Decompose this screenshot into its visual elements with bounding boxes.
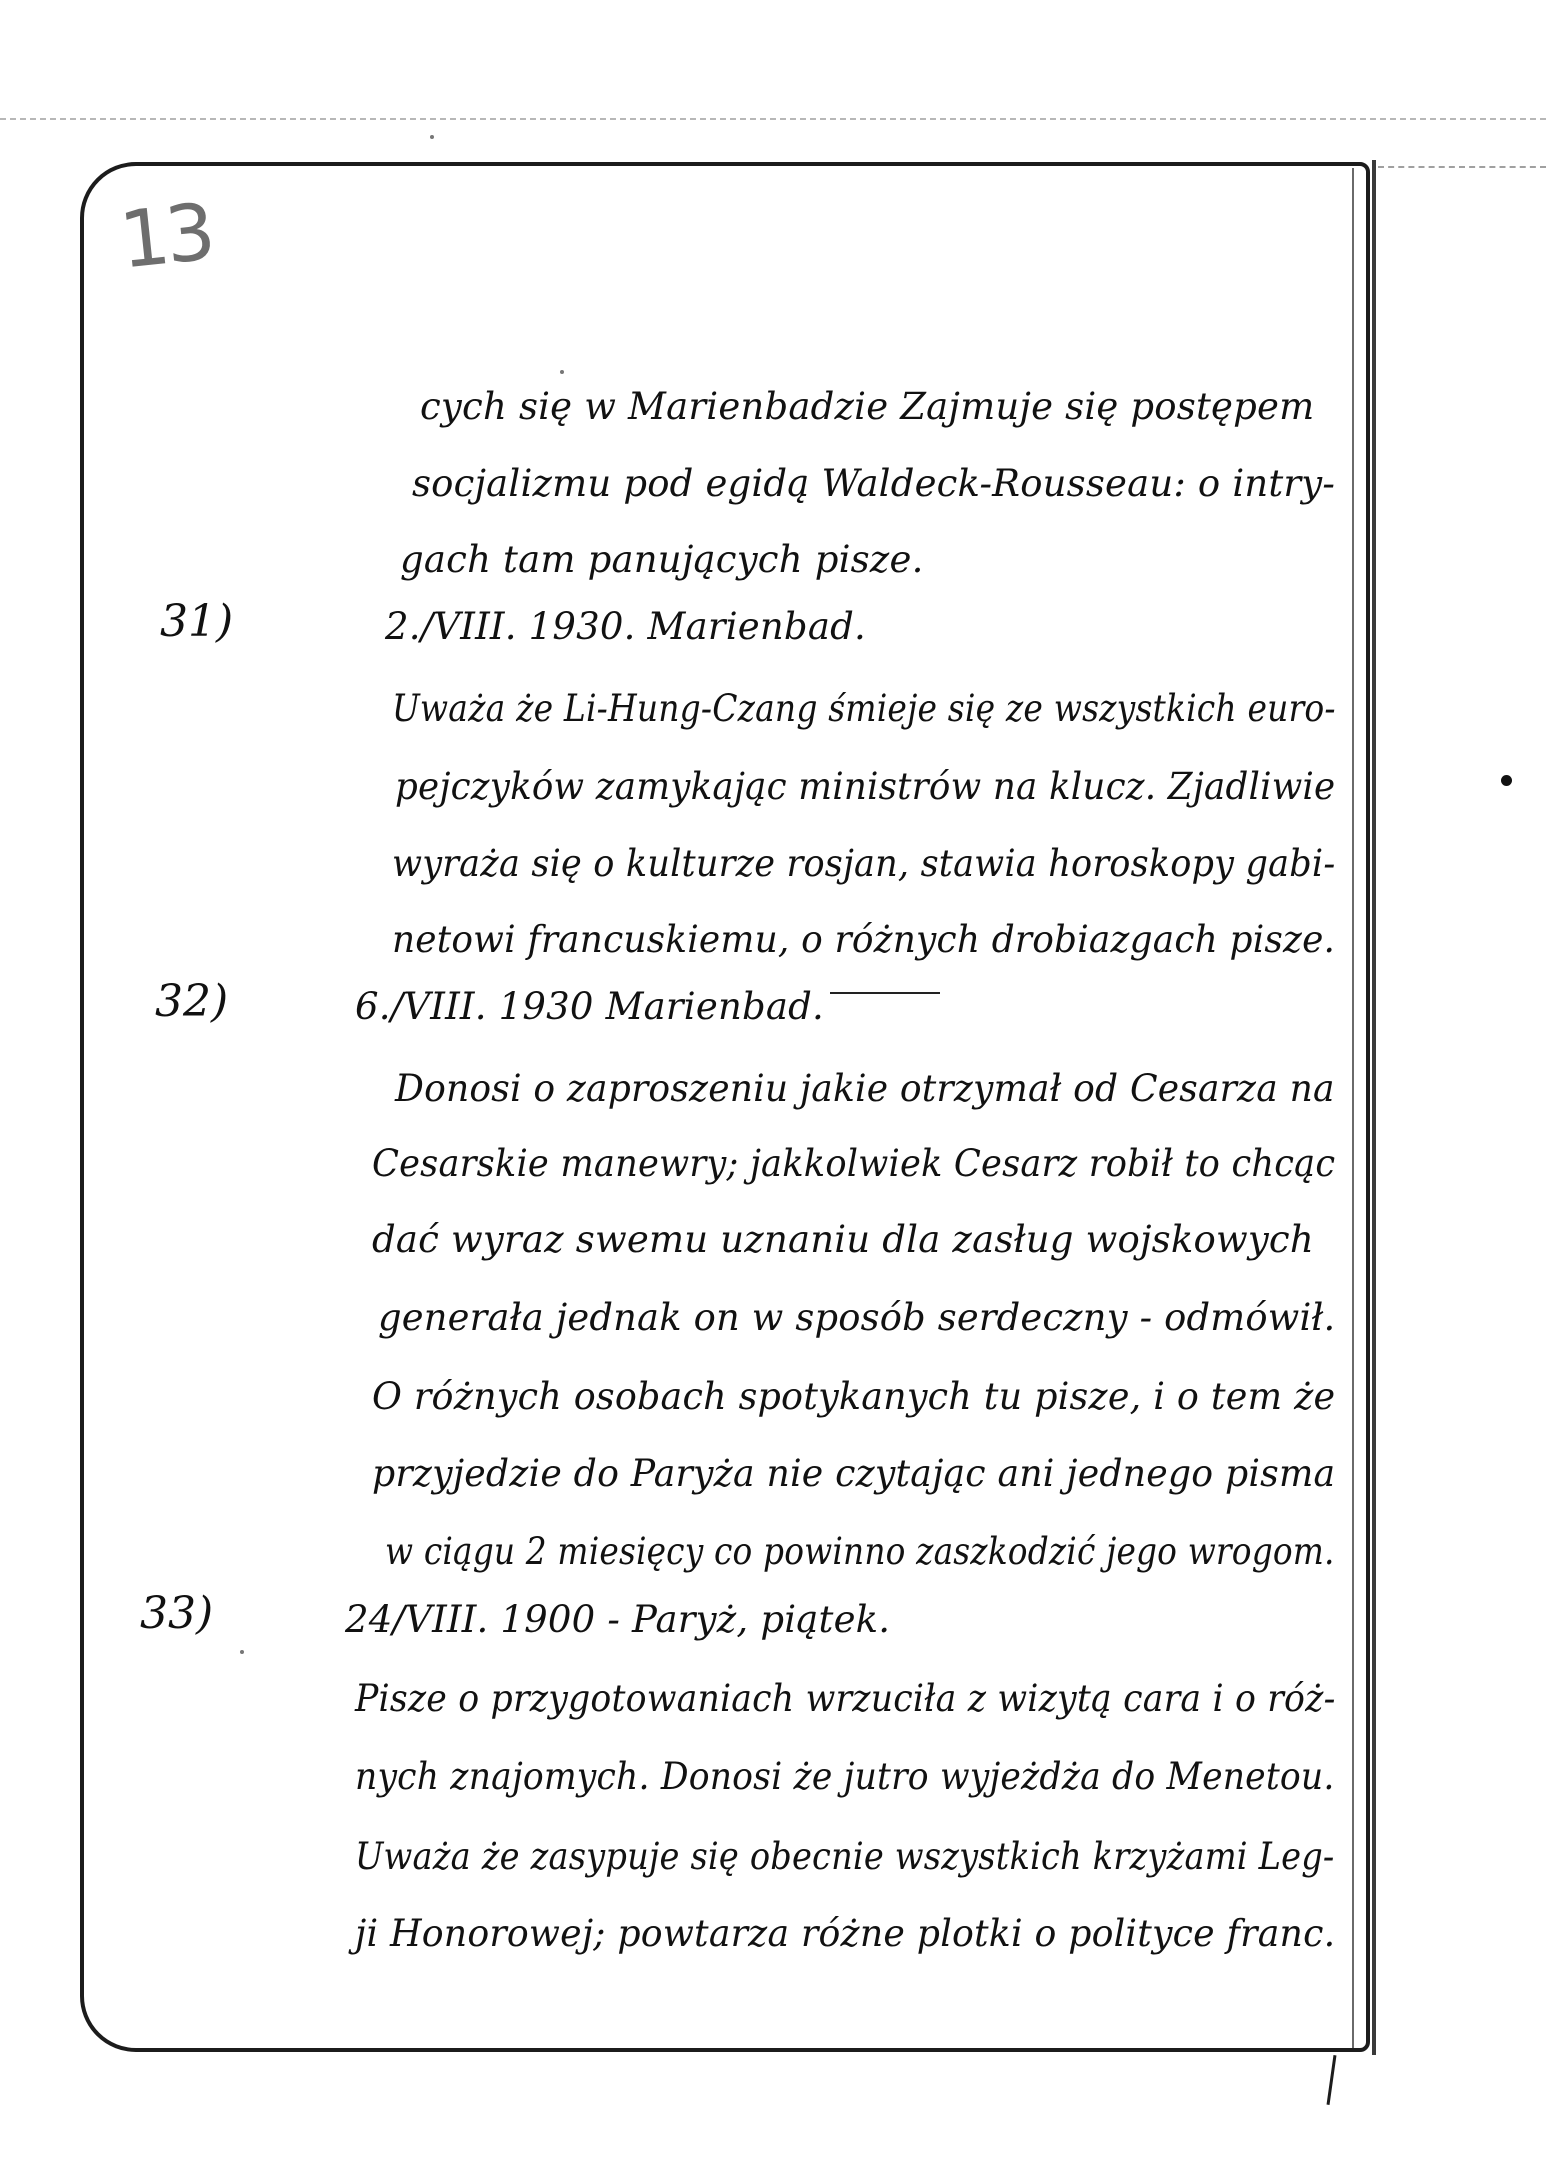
text-line: socjalizmu pod egidą Waldeck-Rousseau: o intry- [412, 462, 1336, 505]
scan-speck [430, 135, 434, 139]
entry-heading: 2./VIII. 1930. Marienbad. [385, 605, 866, 648]
entry-number-33: 33) [140, 1588, 214, 1639]
text-line: dać wyraz swemu uznaniu dla zasług wojskowych [372, 1218, 1314, 1261]
scan-speck [560, 370, 564, 374]
text-line: gach tam panujących pisze. [400, 538, 924, 581]
text-line: O różnych osobach spotykanych tu pisze, i o tem że [372, 1375, 1336, 1418]
scan-top-rule [0, 118, 1546, 120]
text-line: przyjedzie do Paryża nie czytając ani jednego pisma [372, 1452, 1336, 1495]
text-line: nych znajomych. Donosi że jutro wyjeżdża do Menetou. [355, 1755, 1335, 1798]
text-line: Pisze o przygotowaniach wrzuciła z wizytą cara i o róż- [355, 1677, 1336, 1720]
entry-heading: 24/VIII. 1900 - Paryż, piątek. [345, 1598, 891, 1641]
text-line: Uważa że Li-Hung-Czang śmieje się ze wszystkich euro- [392, 687, 1336, 730]
text-line: ji Honorowej; powtarza różne plotki o polityce franc. [355, 1912, 1336, 1955]
notebook-spine [1372, 160, 1376, 2055]
text-line: Cesarskie manewry; jakkolwiek Cesarz robił to chcąc [372, 1142, 1336, 1185]
page-number: 13 [115, 187, 216, 287]
entry-number-31: 31) [160, 596, 234, 647]
page-inner-edge [1352, 168, 1354, 2048]
margin-ink-dot [1501, 775, 1512, 786]
scan-speck [240, 1650, 244, 1654]
scan-right-edge [1378, 166, 1546, 168]
entry-heading: 6./VIII. 1930 Marienbad. [355, 985, 824, 1028]
text-line: w ciągu 2 miesięcy co powinno zaszkodzić jego wrogom. [385, 1530, 1335, 1573]
heading-dash [830, 992, 940, 994]
text-line: cych się w Marienbadzie Zajmuje się postępem [420, 385, 1315, 428]
text-line: generała jednak on w sposób serdeczny - odmówił. [378, 1296, 1336, 1339]
text-line: wyraża się o kulturze rosjan, stawia horoskopy gabi- [392, 842, 1336, 885]
text-line: Uważa że zasypuje się obecnie wszystkich krzyżami Leg- [355, 1835, 1335, 1878]
text-line: netowi francuskiemu, o różnych drobiazgach pisze. [392, 918, 1336, 961]
entry-number-32: 32) [155, 976, 229, 1027]
page-bottom-mark [1327, 2055, 1337, 2105]
text-line: pejczyków zamykając ministrów na klucz. Zjadliwie [395, 765, 1336, 808]
text-line: Donosi o zaproszeniu jakie otrzymał od Cesarza na [395, 1067, 1335, 1110]
